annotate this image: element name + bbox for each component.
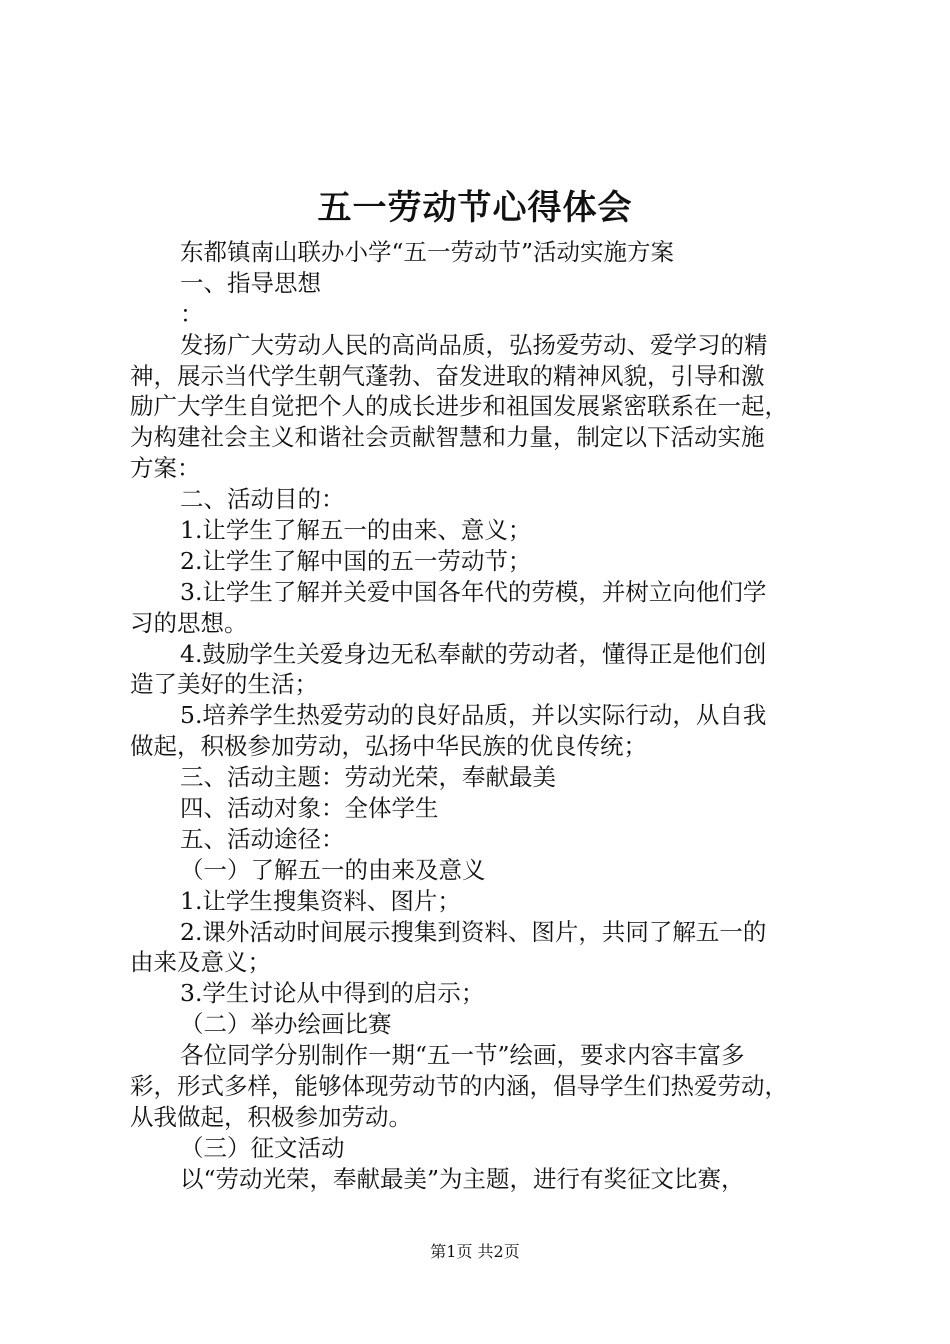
paragraph-line: 一、指导思想: [180, 268, 321, 297]
paragraph-line: 神，展示当代学生朝气蓬勃、奋发进取的精神风貌，引导和激: [130, 361, 765, 390]
paragraph-line: 为构建社会主义和谐社会贡献智慧和力量，制定以下活动实施: [130, 423, 765, 452]
paragraph-line: 造了美好的生活；: [130, 670, 318, 699]
paragraph-line: 5.培养学生热爱劳动的良好品质，并以实际行动，从自我: [180, 701, 767, 730]
paragraph-line: 4.鼓励学生关爱身边无私奉献的劳动者，懂得正是他们创: [180, 639, 767, 668]
paragraph-line: 各位同学分别制作一期“五一节”绘画，要求内容丰富多: [180, 1041, 745, 1070]
paragraph-line: 四、活动对象：全体学生: [180, 794, 439, 823]
paragraph-line: 发扬广大劳动人民的高尚品质，弘扬爱劳动、爱学习的精: [180, 330, 768, 359]
paragraph-line: 方案：: [130, 454, 201, 483]
paragraph-line: 做起，积极参加劳动，弘扬中华民族的优良传统；: [130, 732, 647, 761]
paragraph-line: 3.让学生了解并关爱中国各年代的劳模，并树立向他们学: [180, 577, 767, 606]
paragraph-line: 从我做起，积极参加劳动。: [130, 1102, 412, 1131]
paragraph-line: （三）征文活动: [180, 1133, 345, 1162]
paragraph-line: 东都镇南山联办小学“五一劳动节”活动实施方案: [180, 238, 675, 266]
paragraph-line: ：: [180, 299, 204, 328]
paragraph-line: 以“劳动光荣，奉献最美”为主题，进行有奖征文比赛，: [180, 1164, 745, 1193]
paragraph-line: 3.学生讨论从中得到的启示；: [180, 979, 485, 1008]
paragraph-line: 1.让学生搜集资料、图片；: [180, 886, 461, 915]
document-title: 五一劳动节心得体会: [317, 188, 633, 228]
paragraph-line: 习的思想。: [130, 608, 248, 637]
paragraph-line: 由来及意义；: [130, 948, 271, 977]
paragraph-line: 2.课外活动时间展示搜集到资料、图片，共同了解五一的: [180, 917, 767, 946]
paragraph-line: （一）了解五一的由来及意义: [180, 855, 486, 884]
paragraph-line: 彩，形式多样，能够体现劳动节的内涵，倡导学生们热爱劳动，: [130, 1072, 788, 1101]
paragraph-line: 五、活动途径：: [180, 824, 345, 853]
paragraph-line: 2.让学生了解中国的五一劳动节；: [180, 546, 532, 575]
document-body: [130, 237, 830, 1195]
paragraph-line: 1.让学生了解五一的由来、意义；: [180, 516, 532, 545]
paragraph-line: （二）举办绘画比赛: [180, 1010, 392, 1039]
paragraph-line: 励广大学生自觉把个人的成长进步和祖国发展紧密联系在一起，: [130, 392, 788, 421]
paragraph-line: 三、活动主题：劳动光荣，奉献最美: [180, 763, 556, 792]
paragraph-line: 二、活动目的：: [180, 485, 345, 514]
page-footer: 第1页 共2页: [430, 1242, 520, 1261]
